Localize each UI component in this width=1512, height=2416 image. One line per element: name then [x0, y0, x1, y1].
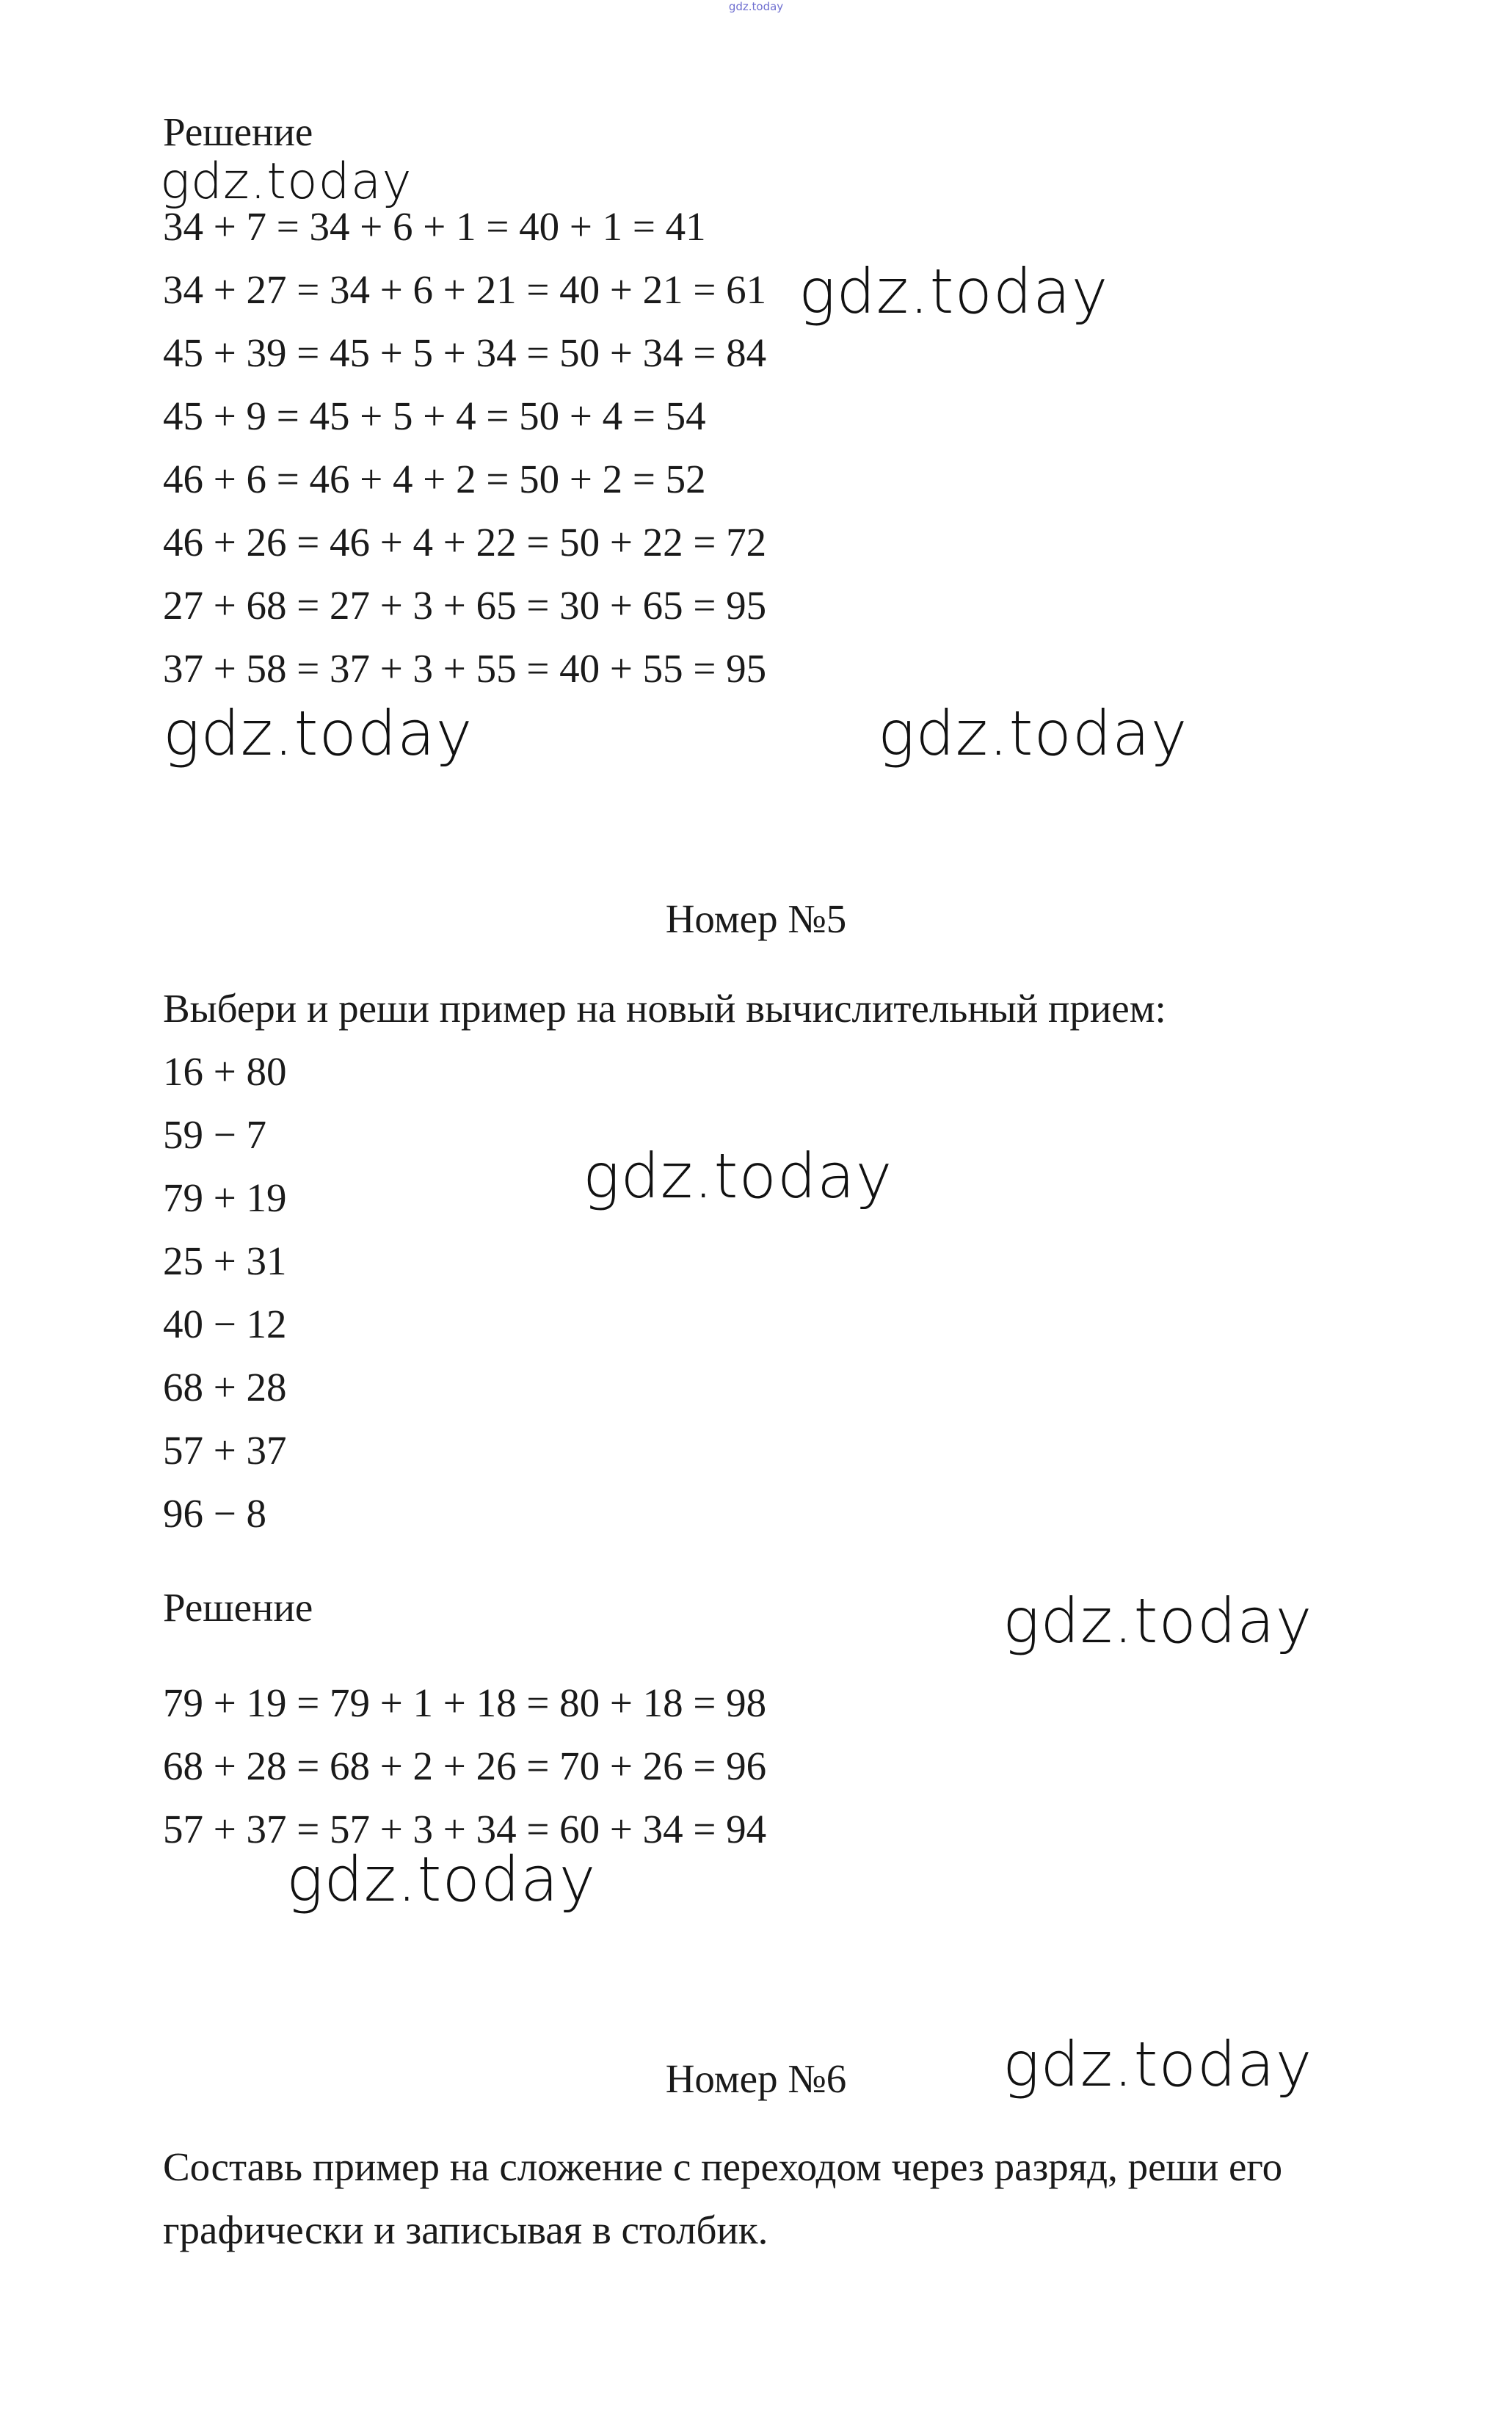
example-item: 79 + 19: [163, 1175, 287, 1220]
task-title: Номер №6: [665, 2056, 847, 2101]
solution-heading: Решение: [163, 1585, 313, 1630]
watermark: gdz.today: [286, 1843, 597, 1915]
solution-line: 46 + 6 = 46 + 4 + 2 = 50 + 2 = 52: [163, 457, 706, 501]
solution-line: 34 + 7 = 34 + 6 + 1 = 40 + 1 = 41: [163, 204, 706, 249]
solution-line: 37 + 58 = 37 + 3 + 55 = 40 + 55 = 95: [163, 646, 767, 691]
solution-line: 45 + 9 = 45 + 5 + 4 = 50 + 4 = 54: [163, 393, 706, 438]
task-prompt: графически и записывая в столбик.: [163, 2208, 768, 2252]
watermark: gdz.today: [160, 153, 412, 211]
solution-line: 46 + 26 = 46 + 4 + 22 = 50 + 22 = 72: [163, 520, 767, 565]
solution-heading: Решение: [163, 109, 313, 154]
solution-line: 57 + 37 = 57 + 3 + 34 = 60 + 34 = 94: [163, 1807, 767, 1851]
watermark: gdz.today: [878, 697, 1188, 769]
example-item: 40 − 12: [163, 1302, 287, 1346]
watermark: gdz.today: [1003, 1585, 1313, 1657]
example-item: 59 − 7: [163, 1112, 267, 1157]
example-item: 25 + 31: [163, 1238, 287, 1283]
solution-line: 45 + 39 = 45 + 5 + 34 = 50 + 34 = 84: [163, 330, 767, 375]
task-title: Номер №5: [665, 896, 847, 941]
example-item: 96 − 8: [163, 1491, 267, 1536]
header-watermark: gdz.today: [728, 0, 784, 13]
solution-line: 68 + 28 = 68 + 2 + 26 = 70 + 26 = 96: [163, 1744, 767, 1788]
watermark: gdz.today: [1003, 2028, 1313, 2100]
example-item: 57 + 37: [163, 1428, 287, 1473]
example-item: 16 + 80: [163, 1049, 287, 1094]
solution-line: 27 + 68 = 27 + 3 + 65 = 30 + 65 = 95: [163, 583, 767, 628]
solution-line: 34 + 27 = 34 + 6 + 21 = 40 + 21 = 61: [163, 267, 767, 312]
task-prompt: Составь пример на сложение с переходом через разряд, реши его: [163, 2144, 1283, 2189]
task-prompt: Выбери и реши пример на новый вычислительный прием:: [163, 986, 1166, 1031]
watermark: gdz.today: [799, 255, 1109, 327]
example-item: 68 + 28: [163, 1365, 287, 1410]
solution-line: 79 + 19 = 79 + 1 + 18 = 80 + 18 = 98: [163, 1680, 767, 1725]
watermark: gdz.today: [583, 1140, 893, 1212]
watermark: gdz.today: [163, 697, 473, 769]
